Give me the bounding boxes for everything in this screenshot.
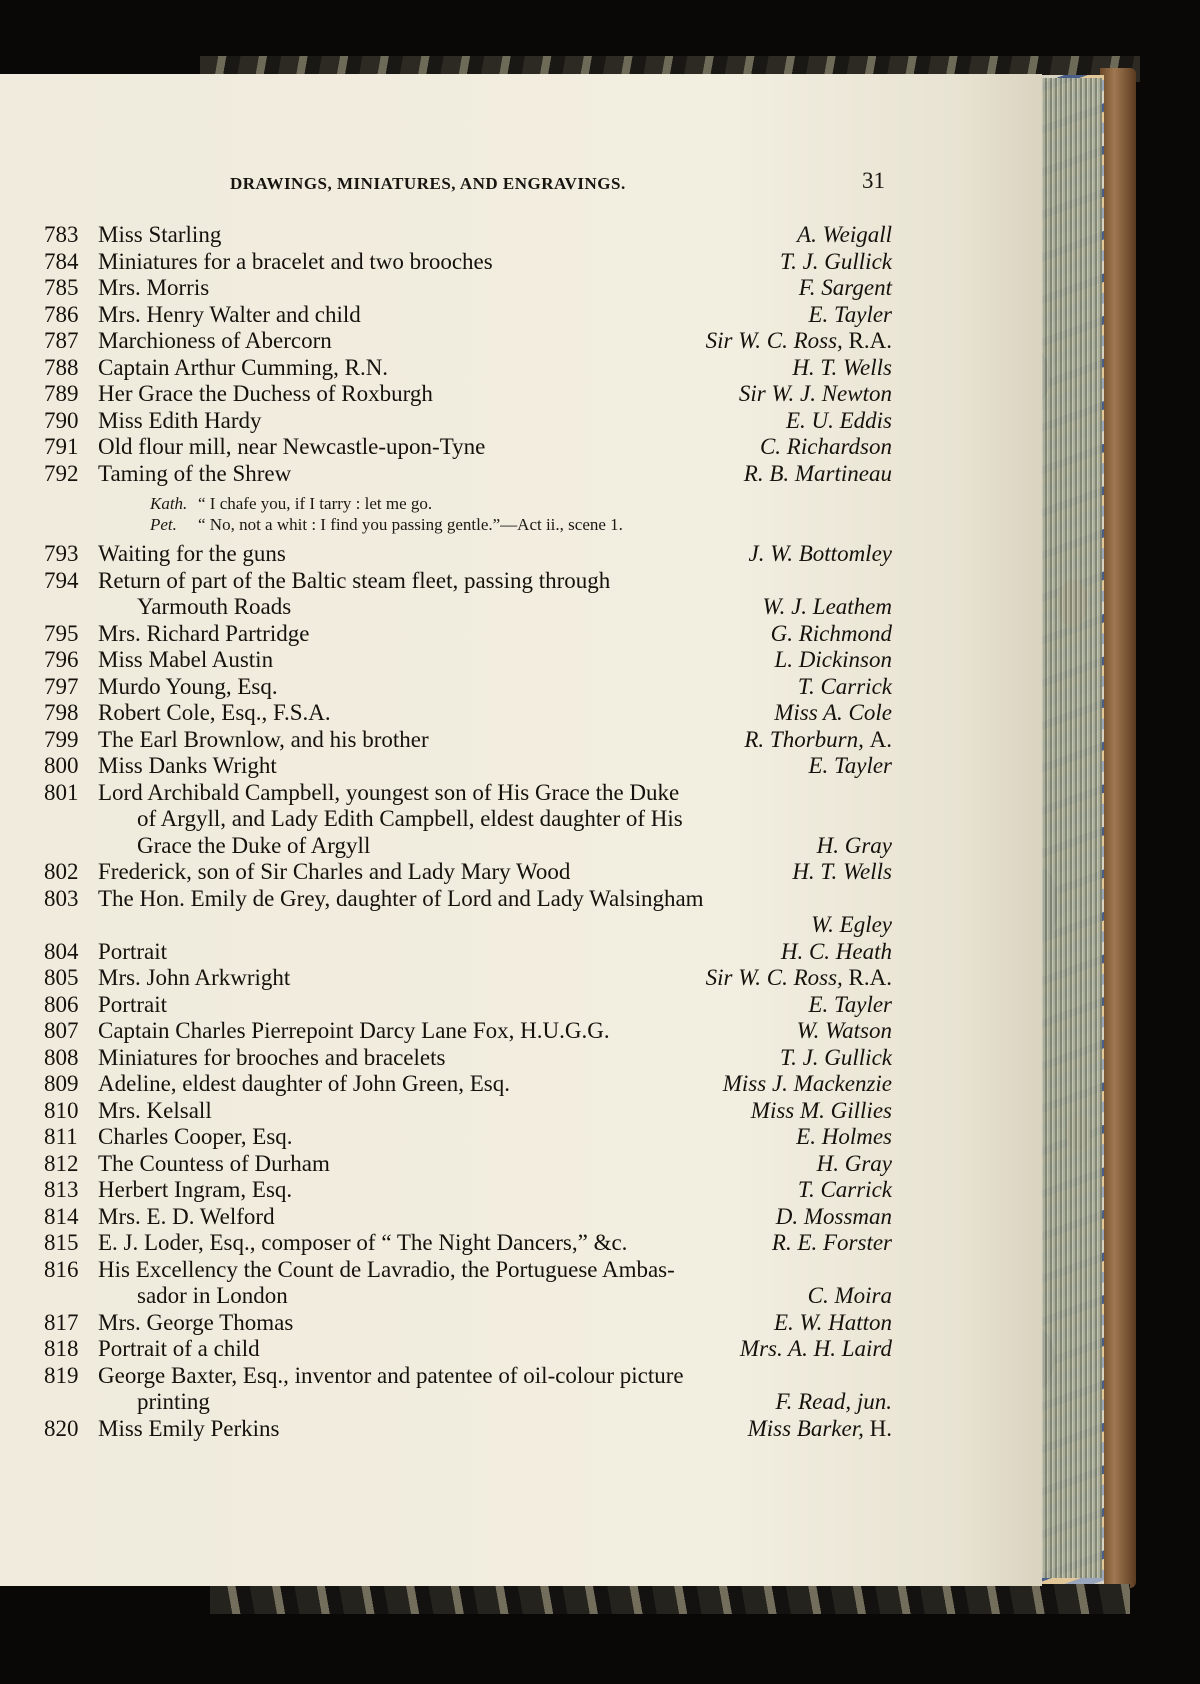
catalogue-entry [0,727,1000,754]
entry-number: 816 [44,1256,79,1282]
catalogue-entry [0,1045,1000,1072]
entry-title: Marchioness of Abercorn [98,328,332,353]
catalogue-entries [0,222,1000,1442]
catalogue-entry [0,222,1000,249]
entry-number: 798 [44,700,79,725]
entry-number: 786 [44,301,79,327]
entry-number: 807 [44,1018,79,1043]
catalogue-entry [0,1310,1000,1337]
entry-title: E. J. Loder, Esq., composer of “ The Night Dancers,” &c. [98,1230,628,1255]
entry-artist: H. C. Heath [780,938,892,964]
entry-number: 796 [44,647,79,672]
entry-number: 811 [44,1124,78,1149]
entry-number: 819 [44,1362,79,1388]
entry-title: Taming of the Shrew [98,460,292,486]
entry-artist: T. J. Gullick [780,1044,892,1070]
entry-title: Miniatures for brooches and bracelets [98,1044,446,1070]
quote-line [150,514,1000,535]
entry-number: 814 [44,1203,79,1229]
entry-title: Miss Mabel Austin [98,647,274,672]
entry-artist: Miss M. Gillies [750,1097,892,1123]
entry-number: 788 [44,354,79,380]
quote-text: “ No, not a whit : I find you passing gentle.”—Act ii., scene 1. [198,515,623,534]
entry-artist: F. Sargent [798,275,892,300]
entry-title: Old flour mill, near Newcastle-upon-Tyne [98,434,486,459]
entry-number: 808 [44,1044,79,1070]
catalogue-entry [0,939,1000,966]
entry-artist: Sir W. C. Ross, R.A. [705,328,892,353]
entry-title: Miss Danks Wright [98,753,277,778]
entry-artist: H. Gray [816,832,892,858]
catalogue-entry [0,1098,1000,1125]
entry-number: 799 [44,726,79,752]
page-edges [1038,78,1102,1578]
entry-artist: Miss Barker, H. [747,1415,892,1441]
entry-artist: L. Dickinson [774,647,892,672]
entry-artist: E. W. Hatton [774,1309,892,1335]
entry-title: Her Grace the Duchess of Roxburgh [98,381,433,406]
entry-title: Captain Charles Pierrepoint Darcy Lane Fox, H.U.G.G. [98,1018,610,1043]
entry-number: 789 [44,381,79,406]
entry-artist: H. T. Wells [792,354,892,380]
entry-title: Portrait [98,938,167,964]
catalogue-entry [0,381,1000,408]
entry-number: 800 [44,753,79,778]
entry-title: Portrait [98,991,167,1017]
entry-number: 815 [44,1230,79,1255]
entry-artist: R. B. Martineau [743,460,892,486]
entry-artist: F. Read, jun. [775,1389,892,1414]
catalogue-entry [0,434,1000,461]
catalogue-entry [0,1336,1000,1363]
catalogue-entry [0,249,1000,276]
entry-artist: E. Tayler [808,991,892,1017]
entry-title: Miniatures for a bracelet and two brooches [98,248,493,274]
quote-text: “ I chafe you, if I tarry : let me go. [198,494,433,513]
catalogue-entry [0,328,1000,355]
catalogue-entry [0,408,1000,435]
entry-artist: R. E. Forster [771,1230,892,1255]
entry-number: 784 [44,248,79,274]
catalogue-entry [0,1230,1000,1257]
entry-title: The Hon. Emily de Grey, daughter of Lord and Lady Walsingham [98,885,704,911]
entry-title: Adeline, eldest daughter of John Green, Esq. [98,1071,510,1096]
entry-number: 812 [44,1150,79,1176]
entry-number: 787 [44,328,79,353]
entry-number: 783 [44,222,79,247]
entry-number: 791 [44,434,79,459]
entry-artist: Mrs. A. H. Laird [739,1336,892,1361]
entry-artist: Sir W. C. Ross, R.A. [705,965,892,990]
entry-artist: C. Moira [807,1283,892,1308]
entry-number: 801 [44,779,79,805]
entry-title: Lord Archibald Campbell, youngest son of His Grace the Duke of Argyll, and Lady Edith Campbell, eldest daughter of His Grace the Duke of Argyll [98,779,683,858]
entry-title: Mrs. Kelsall [98,1097,212,1123]
quote-line [150,493,1000,514]
entry-title: George Baxter, Esq., inventor and patentee of oil-colour picture printing [98,1362,684,1414]
catalogue-entry [0,700,1000,727]
entry-title: Mrs. Morris [98,275,210,300]
entry-number: 802 [44,859,79,884]
catalogue-entry [0,780,1000,860]
book-cover-edge [1100,68,1136,1588]
entry-artist: E. Tayler [808,753,892,778]
entry-artist: A. Weigall [797,222,892,247]
entry-artist: H. T. Wells [792,859,892,884]
catalogue-entry [0,1416,1000,1443]
catalogue-entry [0,1018,1000,1045]
entry-title: Herbert Ingram, Esq. [98,1177,293,1202]
quote-speaker: Kath. [150,494,188,513]
entry-title: Captain Arthur Cumming, R.N. [98,354,389,380]
entry-title: Portrait of a child [98,1336,260,1361]
entry-artist: Miss A. Cole [774,700,892,725]
entry-artist: R. Thorburn, A. [744,726,892,752]
catalogue-entry [0,992,1000,1019]
page-number: 31 [862,168,885,193]
entry-title: Miss Starling [98,222,222,247]
catalogue-entry [0,647,1000,674]
entry-artist: H. Gray [816,1150,892,1176]
entry-title: Return of part of the Baltic steam fleet, passing through Yarmouth Roads [98,567,611,619]
entry-artist: W. Watson [796,1018,892,1043]
entry-artist: W. Egley [811,912,892,937]
entry-title: Mrs. John Arkwright [98,965,291,990]
catalogue-entry [0,1151,1000,1178]
entry-number: 795 [44,620,79,646]
entry-title: Robert Cole, Esq., F.S.A. [98,700,331,725]
entry-title: Miss Emily Perkins [98,1415,280,1441]
entry-title: Mrs. Henry Walter and child [98,301,361,327]
catalogue-entry [0,965,1000,992]
entry-artist: T. Carrick [797,1177,892,1202]
catalogue-entry [0,886,1000,939]
catalogue-entry [0,461,1000,488]
entry-title: Frederick, son of Sir Charles and Lady Mary Wood [98,859,571,884]
catalogue-entry [0,1257,1000,1310]
entry-title: His Excellency the Count de Lavradio, the Portuguese Ambas- sador in London [98,1256,675,1308]
catalogue-entry [0,302,1000,329]
catalogue-entry [0,1124,1000,1151]
catalogue-entry [0,1177,1000,1204]
entry-title: Charles Cooper, Esq. [98,1124,293,1149]
entry-title: Waiting for the guns [98,541,286,566]
entry-number: 818 [44,1336,79,1361]
entry-number: 797 [44,673,79,699]
catalogue-entry [0,1071,1000,1098]
entry-number: 813 [44,1177,79,1202]
catalogue-entry [0,355,1000,382]
entry-artist: Miss J. Mackenzie [722,1071,892,1096]
entry-number: 806 [44,991,79,1017]
entry-artist: C. Richardson [759,434,892,459]
catalogue-entry [0,859,1000,886]
quote-speaker: Pet. [150,515,177,534]
entry-artist: T. J. Gullick [780,248,892,274]
entry-title: Murdo Young, Esq. [98,673,278,699]
entry-number: 794 [44,567,79,593]
entry-number: 817 [44,1309,79,1335]
running-header: DRAWINGS, MINIATURES, AND ENGRAVINGS. [230,174,626,193]
entry-artist: W. J. Leathem [762,594,892,619]
entry-artist: T. Carrick [797,673,892,699]
entry-title: Mrs. E. D. Welford [98,1203,275,1229]
catalogue-entry [0,1204,1000,1231]
entry-title: The Earl Brownlow, and his brother [98,726,429,752]
catalogue-entry [0,541,1000,568]
quotation [150,493,1000,535]
catalogue-entry [0,275,1000,302]
entry-title: Mrs. Richard Partridge [98,620,310,646]
catalogue-entry [0,1363,1000,1416]
entry-number: 804 [44,938,79,964]
entry-artist: E. U. Eddis [785,407,892,433]
entry-number: 790 [44,407,79,433]
entry-artist: E. Tayler [808,301,892,327]
entry-number: 805 [44,965,79,990]
entry-number: 792 [44,460,79,486]
catalogue-entry [0,568,1000,621]
entry-number: 820 [44,1415,79,1441]
entry-number: 803 [44,885,79,911]
entry-number: 809 [44,1071,79,1096]
catalogue-entry [0,621,1000,648]
catalogue-entry [0,674,1000,701]
entry-artist: E. Holmes [796,1124,892,1149]
entry-artist: J. W. Bottomley [748,541,892,566]
entry-artist: Sir W. J. Newton [738,381,892,406]
binding-bottom-strip [210,1584,1130,1614]
entry-number: 793 [44,541,79,566]
entry-number: 810 [44,1097,79,1123]
entry-title: Mrs. George Thomas [98,1309,294,1335]
entry-number: 785 [44,275,79,300]
entry-title: Miss Edith Hardy [98,407,262,433]
entry-title: The Countess of Durham [98,1150,330,1176]
entry-artist: G. Richmond [770,620,892,646]
entry-artist: D. Mossman [775,1203,892,1229]
catalogue-entry [0,753,1000,780]
